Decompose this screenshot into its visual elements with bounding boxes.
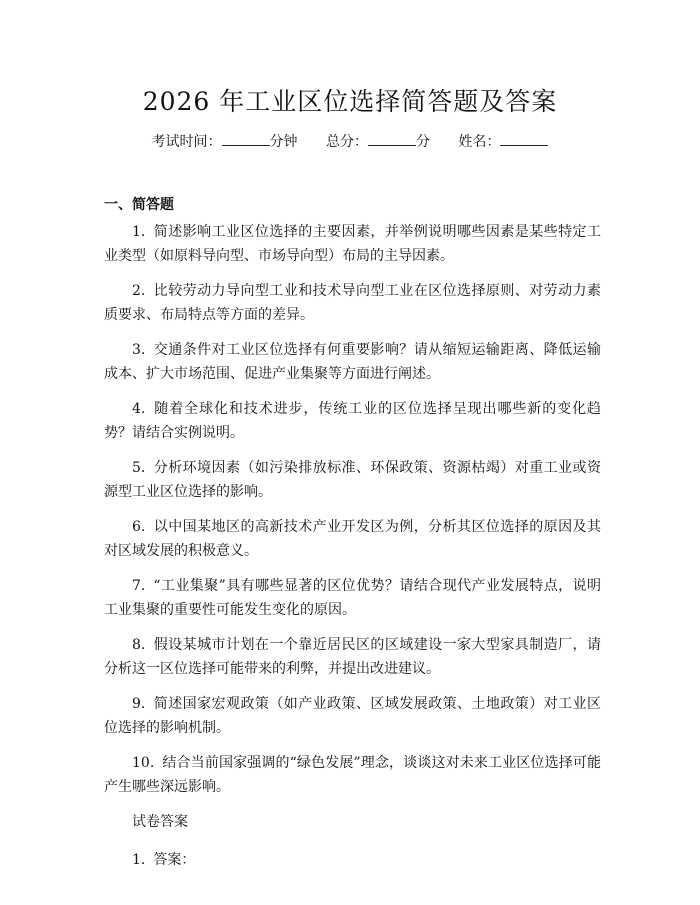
- question-number: 8.: [132, 637, 146, 653]
- question-text: 比较劳动力导向型工业和技术导向型工业在区位选择原则、对劳动力素质要求、布局特点等方面的差异。: [104, 283, 601, 323]
- question-item: [104, 397, 601, 445]
- question-number: 2.: [132, 283, 146, 299]
- question-number: 6.: [132, 519, 146, 535]
- question-item: [104, 279, 601, 327]
- exam-meta: [0, 131, 700, 151]
- question-item: [104, 633, 601, 681]
- question-number: 9.: [132, 696, 146, 712]
- page-title: 2026 年工业区位选择简答题及答案: [142, 87, 558, 116]
- question-item: [104, 456, 601, 504]
- question-item: [104, 220, 601, 268]
- name-field: [458, 134, 548, 150]
- total-score-blank: [368, 133, 416, 146]
- question-text: 简述国家宏观政策（如产业政策、区域发展政策、土地政策）对工业区位选择的影响机制。: [104, 696, 601, 736]
- question-item: [104, 751, 601, 799]
- question-item: [104, 338, 601, 386]
- exam-time-unit: 分钟: [269, 134, 298, 150]
- total-score-field: [326, 134, 430, 150]
- question-item: [104, 574, 601, 622]
- exam-time-field: [152, 134, 298, 150]
- total-score-unit: 分: [416, 134, 430, 150]
- question-text: 分析环境因素（如污染排放标准、环保政策、资源枯竭）对重工业或资源型工业区位选择的影响。: [104, 460, 601, 500]
- question-number: 3.: [132, 342, 146, 358]
- question-number: 7.: [132, 578, 146, 594]
- question-list: [104, 220, 601, 872]
- question-text: 假设某城市计划在一个靠近居民区的区域建设一家大型家具制造厂，请分析这一区位选择可能带来的利弊，并提出改进建议。: [104, 637, 601, 677]
- question-text: 简述影响工业区位选择的主要因素，并举例说明哪些因素是某些特定工业类型（如原料导向型、市场导向型）布局的主导因素。: [104, 224, 601, 264]
- question-text: 以中国某地区的高新技术产业开发区为例，分析其区位选择的原因及其对区域发展的积极意义。: [104, 519, 601, 559]
- answers-heading: 试卷答案: [132, 814, 188, 830]
- name-label: 姓名：: [458, 134, 501, 150]
- question-number: 10.: [132, 755, 155, 771]
- question-number: 1.: [132, 224, 146, 240]
- section-heading: 一、简答题: [104, 197, 174, 213]
- exam-time-label: 考试时间：: [151, 134, 222, 150]
- name-blank: [500, 133, 548, 146]
- question-text: 结合当前国家强调的“绿色发展”理念，谈谈这对未来工业区位选择可能产生哪些深远影响。: [104, 755, 601, 795]
- question-text: 交通条件对工业区位选择有何重要影响？请从缩短运输距离、降低运输成本、扩大市场范围、促进产业集聚等方面进行阐述。: [104, 342, 601, 382]
- question-item: [104, 692, 601, 740]
- question-number: 4.: [132, 401, 146, 417]
- answer-item: [104, 848, 601, 872]
- answer-number: 1.: [132, 852, 146, 868]
- question-item: [104, 515, 601, 563]
- answer-text: 答案：: [153, 852, 196, 868]
- question-text: “工业集聚”具有哪些显著的区位优势？请结合现代产业发展特点，说明工业集聚的重要性可能发生变化的原因。: [104, 578, 601, 618]
- total-score-label: 总分：: [326, 134, 368, 150]
- question-number: 5.: [132, 460, 146, 476]
- exam-time-blank: [222, 133, 270, 146]
- question-text: 随着全球化和技术进步，传统工业的区位选择呈现出哪些新的变化趋势？请结合实例说明。: [104, 401, 601, 441]
